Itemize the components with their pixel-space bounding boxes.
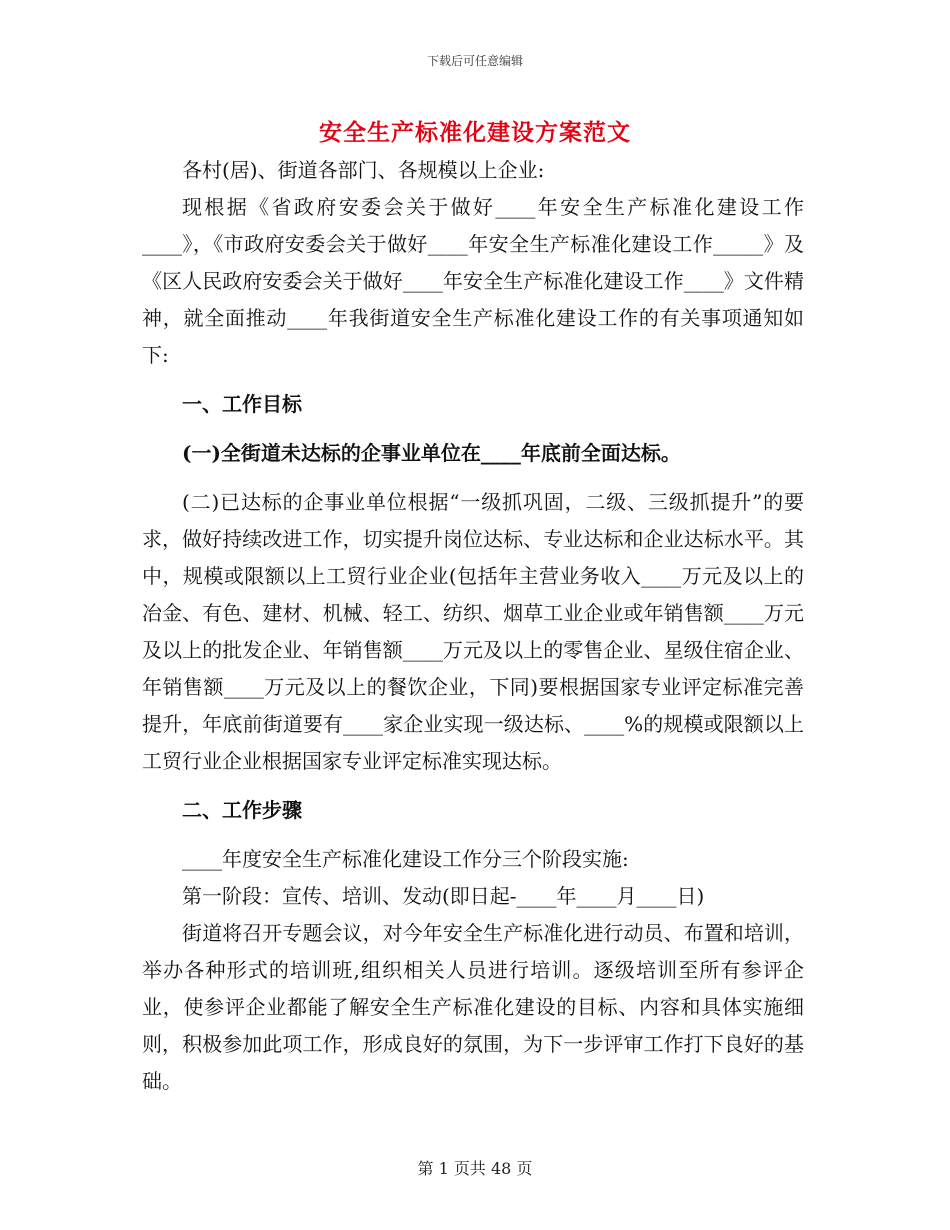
goal-two-paragraph: (二)已达标的企事业单位根据“一级抓巩固，二级、三级抓提升”的要求，做好持续改进工作，切实提升岗位达标、专业达标和企业达标水平。其中，规模或限额以上工贸行业企业(包括年主营业务收入____万元及以上的冶金、有色、建材、机械、轻工、纺织、烟草工业企业或年销售额____万元及以上的批发企业、年销售额____万元及以上的零售企业、星级住宿企业、年销售额____万元及以上的餐饮企业，下同)要根据国家专业评定标准完善提升，年底前街道要有____家企业实现一级达标、____%的规模或限额以上工贸行业企业根据国家专业评定标准实现达标。 xyxy=(142,490,804,773)
phase-one-title: 第一阶段：宣传、培训、发动(即日起-____年____月____日) xyxy=(182,884,705,908)
header-note: 下载后可任意编辑 xyxy=(426,54,523,68)
document-title: 安全生产标准化建设方案范文 xyxy=(319,119,631,146)
goal-one: (一)全街道未达标的企事业单位在____年底前全面达标。 xyxy=(182,441,681,465)
phase-one-body: 街道将召开专题会议，对今年安全生产标准化进行动员、布置和培训，举办各种形式的培训班,组织相关人员进行培训。逐级培训至所有参评企业，使参评企业都能了解安全生产标准化建设的目标、内容和具体实施细则，积极参加此项工作，形成良好的氛围，为下一步评审工作打下良好的基础。 xyxy=(142,921,804,1093)
salutation: 各村(居)、街道各部门、各规模以上企业: xyxy=(182,158,545,182)
section-heading-goals: 一、工作目标 xyxy=(182,392,302,416)
document-body xyxy=(142,152,804,1100)
section-heading-steps: 二、工作步骤 xyxy=(182,798,302,822)
intro-paragraph: 现根据《省政府安委会关于做好____年安全生产标准化建设工作____》，《市政府安委会关于做好____年安全生产标准化建设工作_____》及《区人民政府安委会关于做好____年安全生产标准化建设工作____》文件精神，就全面推动____年我街道安全生产标准化建设工作的有关事项通知如下: xyxy=(142,195,804,367)
page-number: 第 1 页共 48 页 xyxy=(417,1159,533,1178)
steps-intro: ____年度安全生产标准化建设工作分三个阶段实施: xyxy=(182,847,629,871)
